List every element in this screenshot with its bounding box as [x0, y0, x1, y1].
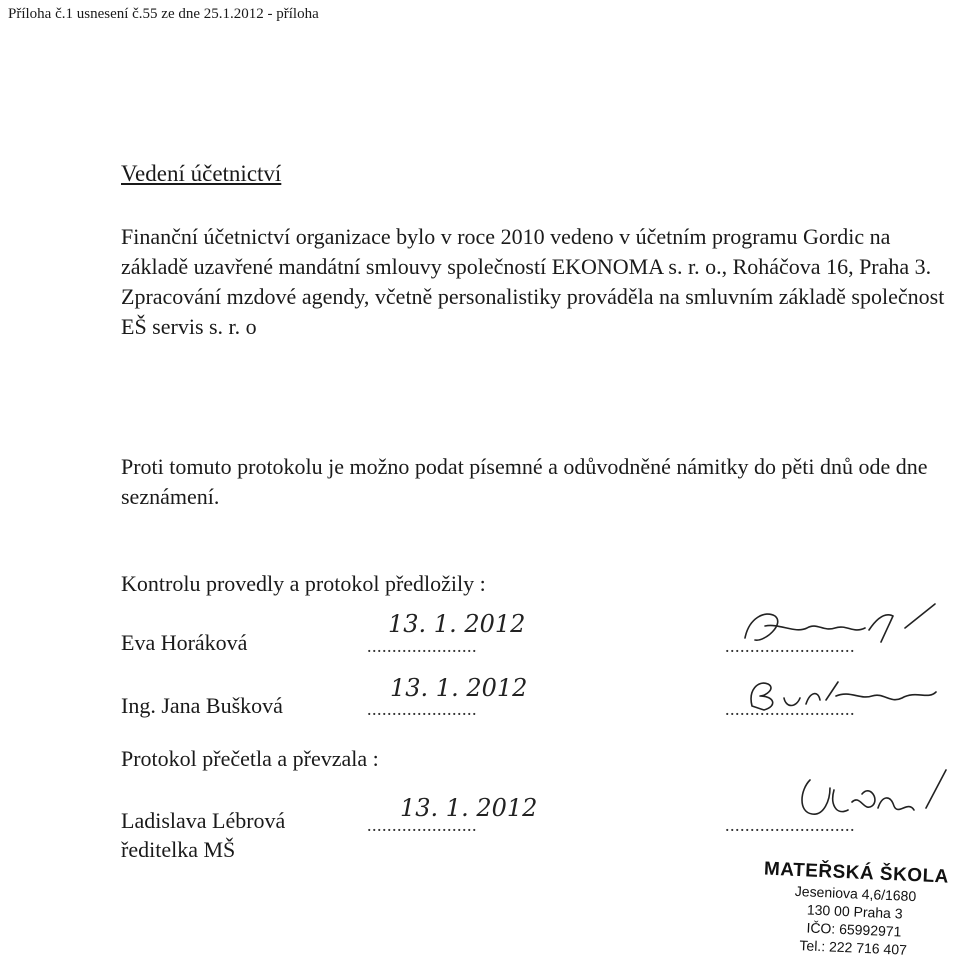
school-stamp: [748, 858, 960, 961]
inspector-2-signature: [740, 670, 940, 720]
stamp-ico: IČO: 65992971: [806, 919, 902, 940]
stamp-phone: Tel.: 222 716 407: [799, 937, 908, 958]
inspector-1-signature: [735, 598, 935, 658]
recipient-date: 13. 1. 2012: [400, 794, 538, 822]
inspector-2-signature-line: ..........................: [725, 699, 855, 719]
recipient-title: Protokol přečetla a převzala :: [121, 746, 379, 771]
inspector-1-date: 13. 1. 2012: [388, 610, 526, 638]
stamp-city: 130 00 Praha 3: [806, 901, 903, 922]
paragraph-objections: Proti tomuto protokolu je možno podat písemné a odůvodněné námitky do pěti dnů ode dne seznámení.: [121, 454, 928, 509]
inspector-2-name: Ing. Jana Bušková: [121, 693, 283, 718]
inspector-1-signature-line: ..........................: [725, 636, 855, 656]
inspector-1-name: Eva Horáková: [121, 630, 248, 655]
stamp-address: Jeseniova 4,6/1680: [794, 882, 917, 905]
section-heading: Vedení účetnictví: [121, 161, 282, 186]
recipient-name: Ladislava Lébrová: [121, 808, 286, 833]
inspector-2-date: 13. 1. 2012: [390, 674, 528, 702]
inspector-1-date-line: ......................: [367, 636, 477, 656]
recipient-signature: [790, 760, 950, 830]
inspector-2-date-line: ......................: [367, 699, 477, 719]
recipient-role: ředitelka MŠ: [121, 837, 236, 862]
stamp-school-name: MATEŘSKÁ ŠKOLA: [763, 858, 950, 888]
recipient-signature-line: ..........................: [725, 815, 855, 835]
recipient-date-line: ......................: [367, 815, 477, 835]
paragraph-accounting: Finanční účetnictví organizace bylo v roce 2010 vedeno v účetním programu Gordic na základě uzavřené mandátní smlouvy společností EKONOMA s. r. o., Roháčova 16, Praha 3. Zpracování mzdové agendy, včetně personalistiky prováděla na smluvním základě společnost EŠ servis s. r. o: [121, 224, 945, 339]
document-header: Příloha č.1 usnesení č.55 ze dne 25.1.2012 - příloha: [8, 6, 319, 22]
inspectors-title: Kontrolu provedly a protokol předložily :: [121, 571, 486, 596]
